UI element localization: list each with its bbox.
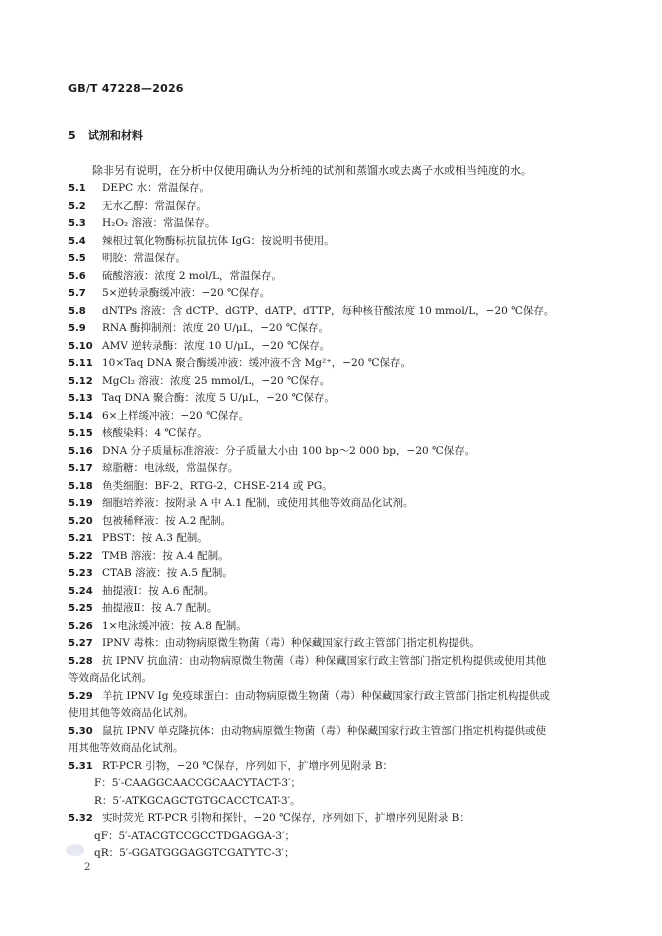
item-text: 无水乙醇：常温保存。 <box>102 199 207 212</box>
item-number: 5.20 <box>68 515 93 527</box>
item-text: 羊抗 IPNV Ig 免疫球蛋白：由动物病原微生物菌（毒）种保藏国家行政主管部门指定机构提供或 <box>102 689 550 702</box>
item-number: 5.21 <box>68 533 93 544</box>
item-text: 硫酸溶液：浓度 2 mol/L，常温保存。 <box>102 269 283 282</box>
item-text: 抗 IPNV 抗血清：由动物病原微生物菌（毒）种保藏国家行政主管部门指定机构提供或使用其他 <box>102 654 547 667</box>
list-item <box>68 373 602 391</box>
list-item <box>68 653 602 688</box>
item-text: DEPC 水：常温保存。 <box>102 182 211 194</box>
list-item <box>68 320 602 338</box>
list-item <box>68 355 602 373</box>
item-text-continuation: 等效商品化试剂。 <box>68 672 152 684</box>
standard-code-header: GB/T 47228—2026 <box>68 82 184 95</box>
item-text: AMV 逆转录酶：浓度 10 U/μL，−20 ℃保存。 <box>102 339 331 352</box>
item-text: 5×逆转录酶缓冲液：−20 ℃保存。 <box>102 287 271 299</box>
list-item <box>68 180 602 198</box>
item-text: MgCl₂ 溶液：浓度 25 mmol/L，−20 ℃保存。 <box>102 374 331 387</box>
item-text-continuation: 用其他等效商品化试剂。 <box>68 742 184 754</box>
item-text: H₂O₂ 溶液：常温保存。 <box>102 217 216 229</box>
item-number: 5.28 <box>68 655 93 667</box>
list-item <box>68 390 602 408</box>
list-item <box>68 688 602 723</box>
item-number: 5.26 <box>68 620 93 632</box>
item-text: DNA 分子质量标准溶液：分子质量大小由 100 bp～2 000 bp，−20 ℃保存。 <box>102 444 476 457</box>
list-item <box>68 268 602 286</box>
item-text: RT-PCR 引物，−20 ℃保存，序列如下，扩增序列见附录 B： <box>102 759 394 772</box>
list-item <box>68 250 602 268</box>
item-number: 5.22 <box>68 550 93 562</box>
reagent-list <box>68 180 602 863</box>
list-item <box>68 548 602 566</box>
item-number: 5.14 <box>68 410 93 422</box>
item-text: Taq DNA 聚合酶：浓度 5 U/μL，−20 ℃保存。 <box>102 392 335 404</box>
list-item <box>68 565 602 583</box>
item-text: 细胞培养液：按附录 A 中 A.1 配制，或使用其他等效商品化试剂。 <box>102 497 414 509</box>
list-item <box>68 600 602 618</box>
section-heading <box>68 127 143 143</box>
item-text: dNTPs 溶液：含 dCTP、dGTP、dATP、dTTP，每种核苷酸浓度 10 mmol/L，−20 ℃保存。 <box>102 304 555 317</box>
item-number: 5.5 <box>68 253 86 264</box>
section-title-text: 试剂和材料 <box>87 129 143 142</box>
item-text: 10×Taq DNA 聚合酶缓冲液：缓冲液不含 Mg²⁺，−20 ℃保存。 <box>102 357 411 369</box>
item-number: 5.1 <box>68 183 86 194</box>
item-text: RNA 酶抑制剂：浓度 20 U/μL，−20 ℃保存。 <box>102 322 329 334</box>
list-item <box>68 583 602 601</box>
item-number: 5.31 <box>68 760 93 772</box>
item-number: 5.19 <box>68 498 93 509</box>
item-text: 抽提液Ⅱ：按 A.7 配制。 <box>102 602 218 614</box>
list-item <box>68 215 602 233</box>
list-item <box>68 460 602 478</box>
list-item <box>68 618 602 636</box>
item-number: 5.12 <box>68 375 93 387</box>
item-text: 核酸染料：4 ℃保存。 <box>102 427 208 439</box>
list-item <box>68 810 602 863</box>
list-item <box>68 303 602 321</box>
item-number: 5.23 <box>68 568 93 579</box>
item-number: 5.29 <box>68 690 93 702</box>
primer-sequence: qF：5′-ATACGTCCGCCTDGAGGA-3′； <box>94 829 295 842</box>
list-item <box>68 513 602 531</box>
item-text: PBST：按 A.3 配制。 <box>102 532 208 544</box>
item-number: 5.11 <box>68 358 93 369</box>
list-item <box>68 425 602 443</box>
primer-sequence: qR：5′-GGATGGGAGGTCGATYTC-3′； <box>94 847 295 859</box>
list-item <box>68 758 602 811</box>
section-number: 5 <box>68 129 76 142</box>
primer-sequence: R：5′-ATKGCAGCTGTGCACCTCAT-3′。 <box>94 794 301 807</box>
list-item <box>68 443 602 461</box>
item-text: 包被稀释液：按 A.2 配制。 <box>102 514 232 527</box>
item-text: 实时荧光 RT-PCR 引物和探针，−20 ℃保存，序列如下，扩增序列见附录 B： <box>102 812 470 824</box>
item-text: 鼠抗 IPNV 单克隆抗体：由动物病原微生物菌（毒）种保藏国家行政主管部门指定机构提供或使 <box>102 724 547 737</box>
item-number: 5.24 <box>68 585 93 597</box>
item-text: 琼脂糖：电泳级，常温保存。 <box>102 462 239 474</box>
primer-sequence: F：5′-CAAGGCAACCGCAACYTACT-3′； <box>94 777 302 789</box>
item-number: 5.8 <box>68 305 86 317</box>
list-item <box>68 530 602 548</box>
list-item <box>68 408 602 426</box>
item-number: 5.18 <box>68 480 93 492</box>
item-number: 5.10 <box>68 340 93 352</box>
list-item <box>68 198 602 216</box>
list-item <box>68 285 602 303</box>
item-number: 5.13 <box>68 393 93 404</box>
item-number: 5.9 <box>68 323 86 334</box>
item-number: 5.25 <box>68 603 93 614</box>
list-item <box>68 233 602 251</box>
item-text: IPNV 毒株：由动物病原微生物菌（毒）种保藏国家行政主管部门指定机构提供。 <box>102 637 480 649</box>
intro-paragraph: 除非另有说明，在分析中仅使用确认为分析纯的试剂和蒸馏水或去离子水或相当纯度的水。 <box>92 164 532 177</box>
page-number: 2 <box>84 862 91 873</box>
item-text: 1×电泳缓冲液：按 A.8 配制。 <box>102 619 247 632</box>
list-item <box>68 495 602 513</box>
item-number: 5.6 <box>68 270 86 282</box>
item-text: 6×上样缓冲液：−20 ℃保存。 <box>102 409 250 422</box>
item-number: 5.7 <box>68 288 86 299</box>
list-item <box>68 723 602 758</box>
item-text: TMB 溶液：按 A.4 配制。 <box>102 549 229 562</box>
item-number: 5.17 <box>68 463 93 474</box>
item-number: 5.30 <box>68 725 93 737</box>
list-item <box>68 338 602 356</box>
item-text-continuation: 使用其他等效商品化试剂。 <box>68 707 194 719</box>
item-text: CTAB 溶液：按 A.5 配制。 <box>102 567 233 579</box>
item-number: 5.2 <box>68 200 86 212</box>
item-number: 5.3 <box>68 218 86 229</box>
item-text: 抽提液Ⅰ：按 A.6 配制。 <box>102 584 215 597</box>
item-number: 5.16 <box>68 445 93 457</box>
list-item <box>68 478 602 496</box>
item-text: 鱼类细胞：BF-2、RTG-2、CHSE-214 或 PG。 <box>102 479 333 492</box>
item-number: 5.15 <box>68 428 93 439</box>
item-number: 5.4 <box>68 235 86 247</box>
item-text: 辣根过氧化物酶标抗鼠抗体 IgG：按说明书使用。 <box>102 234 335 247</box>
item-text: 明胶：常温保存。 <box>102 252 186 264</box>
watermark-stamp <box>66 844 84 856</box>
list-item <box>68 635 602 653</box>
item-number: 5.27 <box>68 638 93 649</box>
item-number: 5.32 <box>68 813 93 824</box>
